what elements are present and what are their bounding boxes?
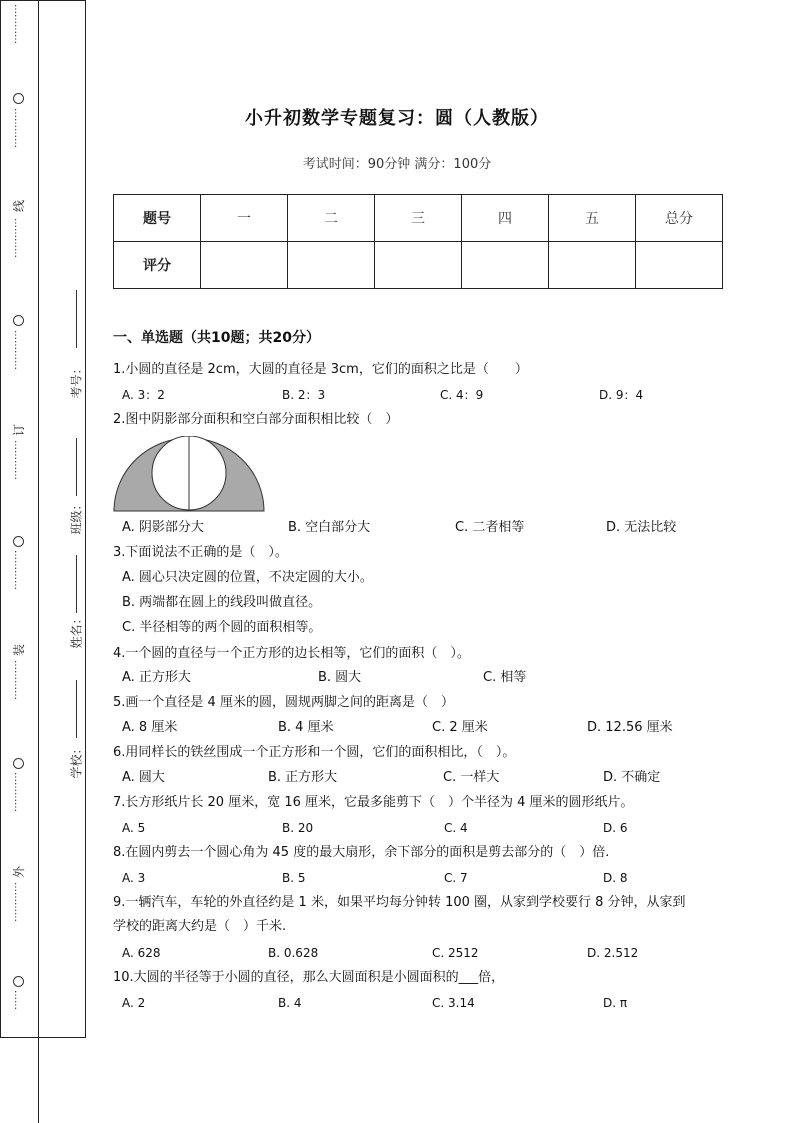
option-b[interactable]: B. 4 [278,996,302,1010]
option-c[interactable]: C. 2 厘米 [432,720,488,735]
question-2: 2.图中阴影部分面积和空白部分面积相比较（ ） [113,412,399,427]
score-value-row [114,242,723,289]
option-c[interactable]: C. 相等 [483,670,527,685]
score-table [113,194,723,289]
question-5: 5.画一个直径是 4 厘米的圆，圆规两脚之间的距离是（ ） [113,695,454,710]
option-d[interactable]: D. 不确定 [603,770,661,785]
score-cell: 四 [462,195,549,242]
score-cell: 题号 [114,195,201,242]
dotted-line: ………… [12,330,23,370]
class-field[interactable]: 班级： [46,458,82,568]
question-9-continued: 学校的距离大约是（ ）千米. [113,919,287,934]
score-label-cell: 评分 [114,242,201,289]
option-d[interactable]: D. 无法比较 [606,520,677,535]
score-input-cell[interactable] [375,242,462,289]
option-c[interactable]: C. 4：9 [440,388,484,402]
circle-mark [13,758,24,769]
option-b[interactable]: B. 圆大 [318,670,362,685]
option-c[interactable]: C. 二者相等 [455,520,525,535]
option-b[interactable]: B. 0.628 [268,946,319,960]
dotted-line: ………… [12,660,23,700]
option-d[interactable]: D. 2.512 [587,946,639,960]
option-c[interactable]: C. 2512 [432,946,479,960]
score-cell: 五 [549,195,636,242]
exam-number-field[interactable]: 考号： [46,340,82,450]
option-a[interactable]: A. 圆大 [122,770,165,785]
dotted-line: ………… [12,772,23,812]
score-cell: 三 [375,195,462,242]
circle-mark [13,536,24,547]
option-b[interactable]: B. 两端都在圆上的线段叫做直径。 [122,595,322,610]
score-cell: 总分 [636,195,723,242]
circle-figure [112,436,266,513]
option-b[interactable]: B. 空白部分大 [288,520,371,535]
option-a[interactable]: A. 5 [122,821,146,835]
option-b[interactable]: B. 20 [282,821,314,835]
dotted-line: ………… [12,882,23,922]
option-d[interactable]: D. 9：4 [599,388,644,402]
option-a[interactable]: A. 圆心只决定圆的位置，不决定圆的大小。 [122,570,373,585]
question-6: 6.用同样长的铁丝围成一个正方形和一个圆，它们的面积相比，（ ）。 [113,745,516,760]
option-d[interactable]: D. π [603,996,628,1010]
question-8: 8.在圆内剪去一个圆心角为 45 度的最大扇形，余下部分的面积是剪去部分的（ ）倍. [113,845,610,860]
page-title: 小升初数学专题复习：圆（人教版） [245,108,549,129]
circle-mark [13,976,24,987]
score-cell: 一 [201,195,288,242]
score-input-cell[interactable] [636,242,723,289]
score-header-row [114,195,723,242]
binding-mark-zhuang: 装 [12,644,26,657]
option-a[interactable]: A. 阴影部分大 [122,520,204,535]
score-input-cell[interactable] [549,242,636,289]
circle-mark [13,315,24,326]
score-input-cell[interactable] [201,242,288,289]
option-a[interactable]: A. 8 厘米 [122,720,178,735]
option-b[interactable]: B. 2：3 [282,388,326,402]
school-field[interactable]: 学校： [46,700,82,810]
option-b[interactable]: B. 4 厘米 [278,720,334,735]
option-a[interactable]: A. 3 [122,871,146,885]
option-d[interactable]: D. 6 [603,821,628,835]
question-9: 9.一辆汽车，车轮的外直径约是 1 米，如果平均每分钟转 100 圈，从家到学校要行 8 分钟，从家到 [113,895,686,910]
option-c[interactable]: C. 一样大 [443,770,500,785]
option-c[interactable]: C. 半径相等的两个圆的面积相等。 [122,620,322,635]
binding-mark-wai: 外 [12,866,26,879]
dotted-line: ………… [12,4,23,44]
option-a[interactable]: A. 2 [122,996,146,1010]
option-a[interactable]: A. 正方形大 [122,670,191,685]
question-1: 1.小圆的直径是 2cm，大圆的直径是 3cm，它们的面积之比是（ ） [113,362,528,377]
question-7: 7.长方形纸片长 20 厘米，宽 16 厘米，它最多能剪下（ ）个半径为 4 厘米的圆形纸片。 [113,795,634,810]
dotted-line: …… [12,990,23,1010]
option-a[interactable]: A. 3：2 [122,388,165,402]
exam-info: 考试时间：90分钟 满分：100分 [302,157,492,172]
option-a[interactable]: A. 628 [122,946,161,960]
option-b[interactable]: B. 正方形大 [268,770,338,785]
option-b[interactable]: B. 5 [282,871,306,885]
score-cell: 二 [288,195,375,242]
binding-mark-ding: 订 [12,424,26,437]
dotted-line: ………… [12,108,23,148]
option-c[interactable]: C. 3.14 [432,996,475,1010]
option-c[interactable]: C. 7 [444,871,468,885]
option-d[interactable]: D. 12.56 厘米 [587,720,673,735]
dotted-line: ………… [12,550,23,590]
option-c[interactable]: C. 4 [444,821,468,835]
option-d[interactable]: D. 8 [603,871,628,885]
score-input-cell[interactable] [288,242,375,289]
name-field[interactable]: 姓名： [46,580,82,690]
question-4: 4.一个圆的直径与一个正方形的边长相等，它们的面积（ ）。 [113,646,470,661]
score-input-cell[interactable] [462,242,549,289]
question-10: 10.大圆的半径等于小圆的直径，那么大圆面积是小圆面积的___倍， [113,970,505,985]
section-heading: 一、单选题（共10题；共20分） [113,330,320,346]
circle-mark [13,93,24,104]
binding-mark-xian: 线 [12,200,26,213]
dotted-line: ………… [12,218,23,258]
question-3: 3.下面说法不正确的是（ ）。 [113,545,288,560]
dotted-line: ………… [12,440,23,480]
